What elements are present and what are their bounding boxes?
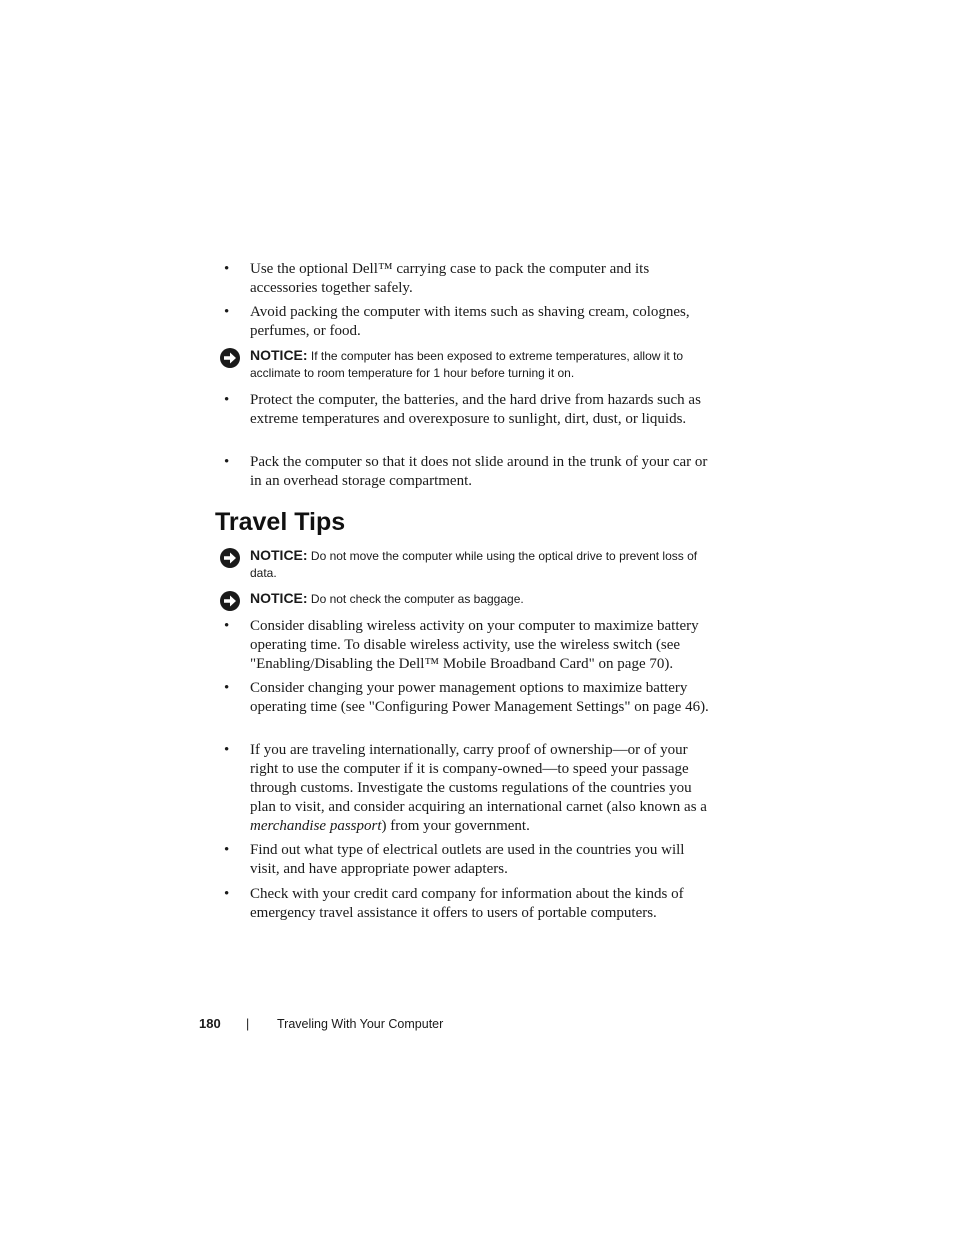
list-item bbox=[224, 303, 714, 341]
notice-body bbox=[250, 590, 719, 608]
notice-text: Do not check the computer as baggage. bbox=[310, 592, 524, 606]
list-item bbox=[224, 885, 714, 923]
list-item bbox=[224, 617, 714, 674]
emphasized-term: merchandise passport bbox=[250, 818, 382, 834]
notice-body bbox=[250, 547, 719, 582]
list-item-text: Pack the computer so that it does not slide around in the trunk of your car or in an overhead storage compartment. bbox=[250, 454, 708, 489]
bullet-marker: • bbox=[224, 842, 230, 858]
list-item-text bbox=[250, 741, 714, 836]
bullet-marker: • bbox=[224, 261, 230, 277]
list-item-text: Consider disabling wireless activity on your computer to maximize battery operating time. To disable wireless activity, use the wireless switch (see "Enabling/Disabling the Dell™ Mobile Broadband Card" on page 70). bbox=[250, 618, 699, 672]
bullet-marker: • bbox=[224, 618, 230, 634]
list-item bbox=[224, 741, 714, 836]
bullet-marker: • bbox=[224, 454, 230, 470]
notice-arrow-icon bbox=[219, 347, 241, 369]
section-heading: Travel Tips bbox=[215, 508, 346, 536]
footer-separator: | bbox=[246, 1017, 250, 1031]
bullet-marker: • bbox=[224, 392, 230, 408]
notice-text: If the computer has been exposed to extreme temperatures, allow it to acclimate to room temperature for 1 hour before turning it on. bbox=[250, 349, 684, 380]
notice-label: NOTICE: bbox=[250, 590, 308, 606]
bullet-marker: • bbox=[224, 742, 230, 758]
notice-text: Do not move the computer while using the optical drive to prevent loss of data. bbox=[250, 549, 698, 580]
list-item bbox=[224, 679, 714, 717]
notice-arrow-icon bbox=[219, 590, 241, 612]
notice-box bbox=[219, 347, 709, 382]
list-item bbox=[224, 453, 714, 491]
list-item-text: Check with your credit card company for information about the kinds of emergency travel assistance it offers to users of portable computers. bbox=[250, 886, 684, 921]
list-item-text: Avoid packing the computer with items such as shaving cream, colognes, perfumes, or food. bbox=[250, 304, 690, 339]
list-item-text: Use the optional Dell™ carrying case to pack the computer and its accessories together safely. bbox=[250, 261, 650, 296]
bullet-marker: • bbox=[224, 304, 230, 320]
list-item-text: Protect the computer, the batteries, and the hard drive from hazards such as extreme temperatures and overexposure to sunlight, dirt, dust, or liquids. bbox=[250, 392, 701, 427]
list-item bbox=[224, 260, 714, 298]
list-item bbox=[224, 841, 714, 879]
list-item-text: Find out what type of electrical outlets are used in the countries you will visit, and have appropriate power adapters. bbox=[250, 842, 685, 877]
notice-box bbox=[219, 590, 719, 608]
list-item bbox=[224, 391, 714, 429]
notice-label: NOTICE: bbox=[250, 547, 308, 563]
list-item-text: Consider changing your power management options to maximize battery operating time (see "Configuring Power Management Settings" on page 46). bbox=[250, 680, 709, 715]
page-number: 180 bbox=[199, 1016, 221, 1031]
footer-chapter-title: Traveling With Your Computer bbox=[277, 1017, 444, 1031]
notice-body bbox=[250, 347, 709, 382]
notice-box bbox=[219, 547, 719, 582]
list-item-text-part: If you are traveling internationally, carry proof of ownership—or of your right to use the computer if it is company-owned—to speed your passage through customs. Investigate the customs regulations of the countries you plan to visit, and consider acquiring an international carnet (also known as a bbox=[250, 742, 707, 815]
notice-label: NOTICE: bbox=[250, 347, 308, 363]
bullet-marker: • bbox=[224, 680, 230, 696]
bullet-marker: • bbox=[224, 886, 230, 902]
notice-arrow-icon bbox=[219, 547, 241, 569]
list-item-text-part: ) from your government. bbox=[381, 818, 530, 834]
